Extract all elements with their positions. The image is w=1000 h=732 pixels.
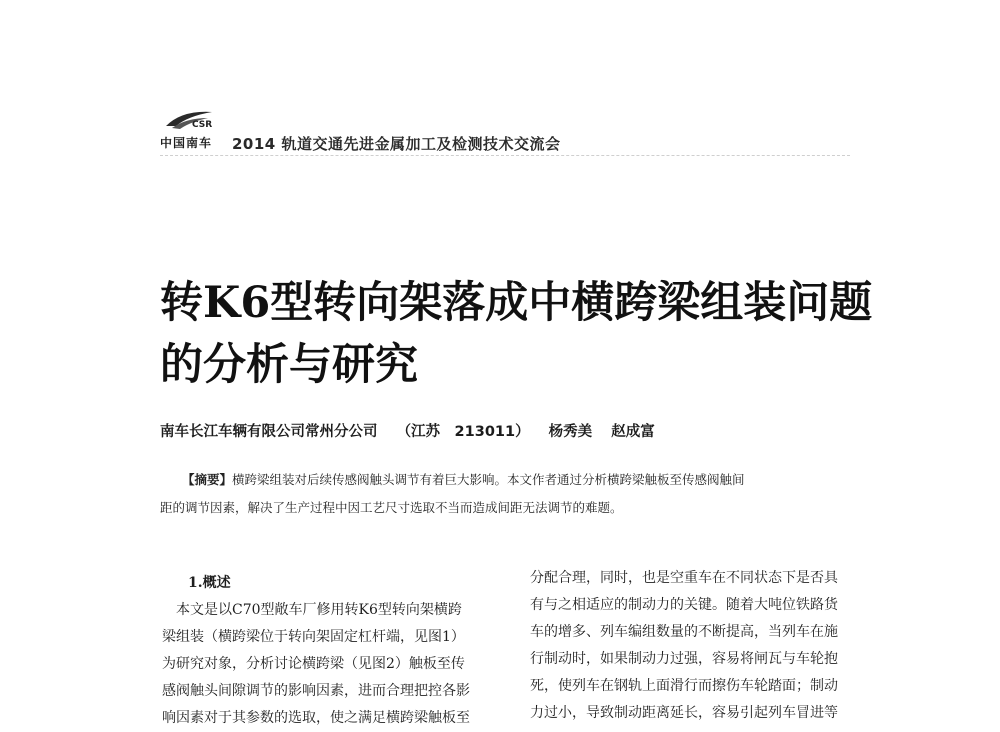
location: （江苏 213011） <box>396 424 530 440</box>
body-line: 梁组装（横跨梁位于转向架固定杠杆端，见图1） <box>162 629 465 645</box>
author-name: 赵成富 <box>611 424 655 440</box>
header-divider <box>160 155 850 156</box>
title-line-2: 的分析与研究 <box>160 340 418 390</box>
section-heading: 1.概述 <box>188 575 231 591</box>
abstract-tag: 【摘要】 <box>182 472 233 487</box>
title-line-1: 转K6型转向架落成中横跨梁组装问题 <box>160 278 873 328</box>
body-column-right <box>530 565 870 727</box>
logo-text: 中国南车 <box>160 136 213 150</box>
abstract-line: 横跨梁组装对后续传感阀触头调节有着巨大影响。本文作者通过分析横跨梁触板至传感阀触间 <box>232 472 745 487</box>
author-name: 杨秀美 <box>548 424 593 440</box>
abstract <box>160 466 868 522</box>
body-line: 死，使列车在钢轨上面滑行而擦伤车轮踏面；制动 <box>530 678 838 694</box>
body-line: 为研究对象，分析讨论横跨梁（见图2）触板至传 <box>162 656 465 672</box>
body-line: 分配合理，同时，也是空重车在不同状态下是否具 <box>530 570 838 586</box>
body-line: 行制动时，如果制动力过强，容易将闸瓦与车轮抱 <box>530 651 838 667</box>
logo-abbreviation: CSR <box>192 120 213 130</box>
body-line: 响因素对于其参数的选取，使之满足横跨梁触板至 <box>162 710 470 726</box>
body-line: 力过小，导致制动距离延长，容易引起列车冒进等 <box>530 705 838 721</box>
affiliation: 南车长江车辆有限公司常州分公司 <box>160 424 378 440</box>
paper-title <box>160 272 880 396</box>
abstract-line: 距的调节因素，解决了生产过程中因工艺尺寸选取不当而造成间距无法调节的难题。 <box>160 500 623 515</box>
conference-title: 2014 轨道交通先进金属加工及检测技术交流会 <box>232 135 561 153</box>
body-line: 感阀触头间隙调节的影响因素，进而合理把控各影 <box>162 683 470 699</box>
body-line: 车的增多、列车编组数量的不断提高，当列车在施 <box>530 624 838 640</box>
body-column-left <box>162 570 502 732</box>
author-line <box>160 420 669 441</box>
body-line: 有与之相适应的制动力的关键。随着大吨位铁路货 <box>530 597 838 613</box>
body-line: 本文是以C70型敞车厂修用转K6型转向架横跨 <box>162 602 462 618</box>
